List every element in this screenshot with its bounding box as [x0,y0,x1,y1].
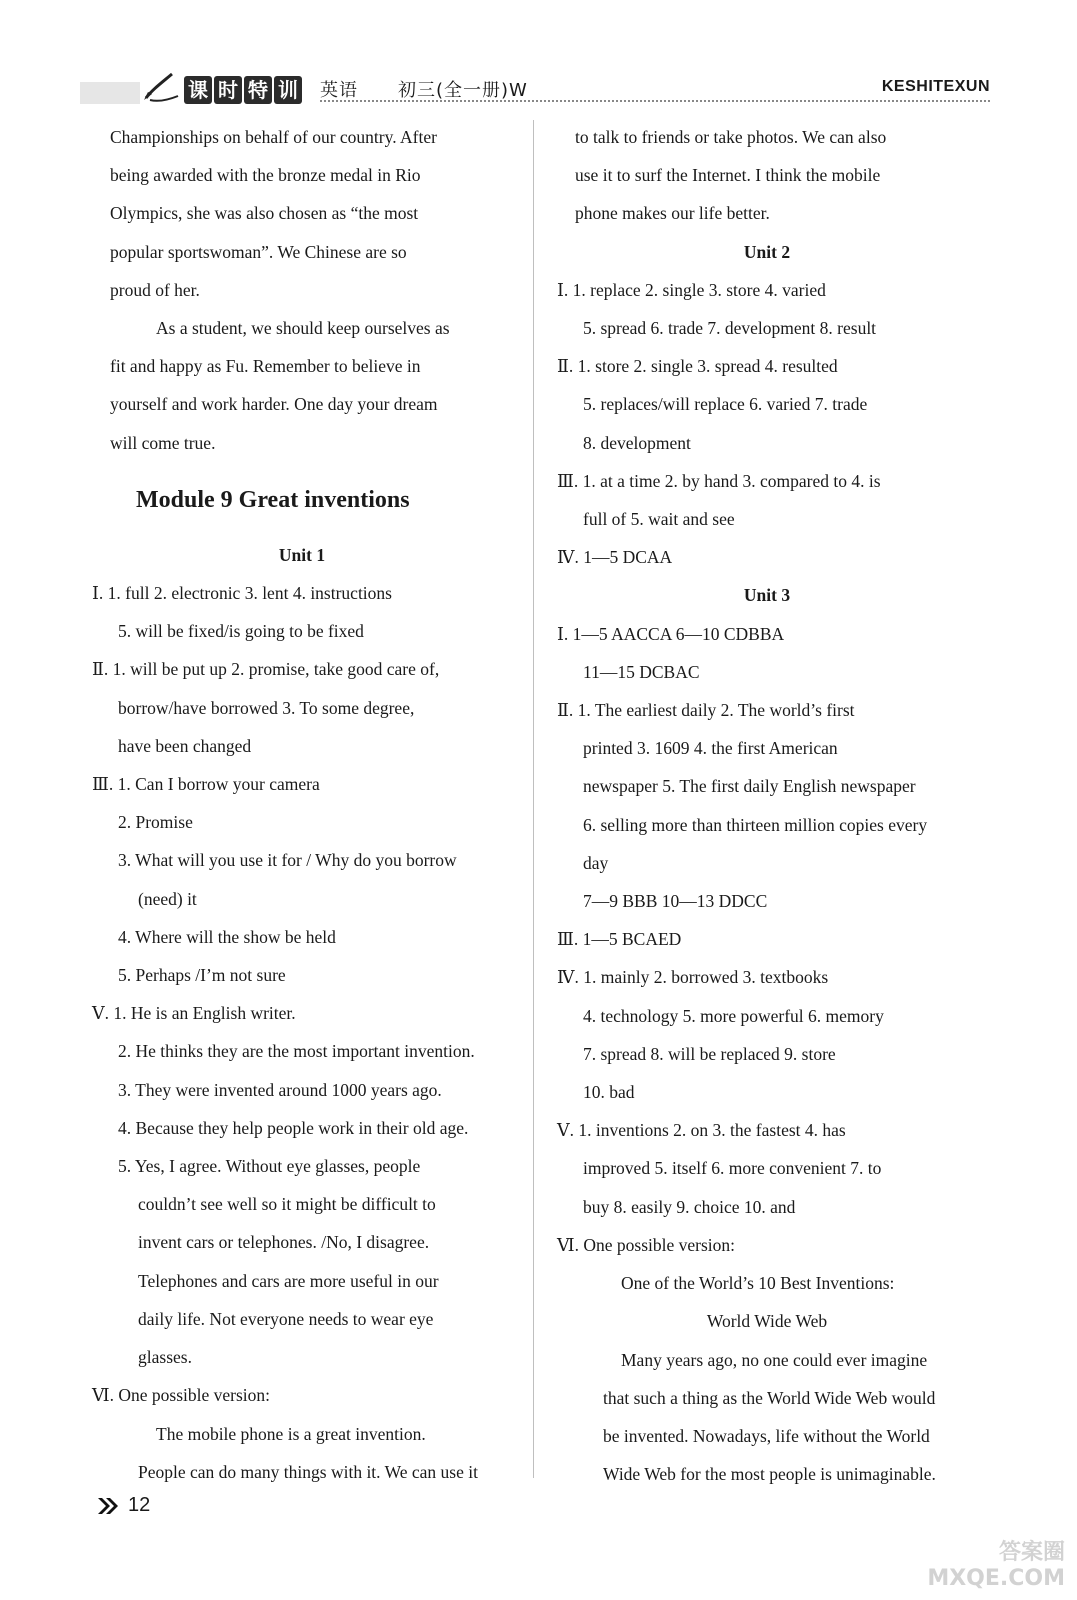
essay-line: Many years ago, no one could ever imagine [621,1349,928,1370]
site-watermark [927,1540,1065,1592]
answer-line: People can do many things with it. We can use it [138,1461,478,1482]
essay-line: that such a thing as the World Wide Web would [603,1387,936,1408]
page-header [80,68,990,108]
answer-line: 4. technology 5. more powerful 6. memory [583,1005,884,1026]
answer-line: invent cars or telephones. /No, I disagree. [138,1232,430,1253]
answer-line: printed 3. 1609 4. the first American [583,738,838,759]
answer-line: 5. Perhaps /I’m not sure [118,965,286,986]
answer-line: Ⅵ. One possible version: [557,1234,735,1255]
page-footer [96,1494,150,1517]
text-line: being awarded with the bronze medal in Rio [110,165,421,186]
answer-line: Ⅱ. 1. The earliest daily 2. The world’s first [557,700,855,721]
answer-line: borrow/have borrowed 3. To some degree, [118,697,415,718]
text-line: Championships on behalf of our country. After [110,127,437,147]
right-column [557,118,977,1493]
essay-line: be invented. Nowadays, life without the World [603,1425,930,1446]
text-line: will come true. [110,432,216,453]
text-line: As a student, we should keep ourselves as [156,318,450,339]
answer-line: 4. Because they help people work in their old age. [118,1117,469,1138]
text-line: popular sportswoman”. We Chinese are so [110,241,407,262]
essay-line: Wide Web for the most people is unimaginable. [603,1464,936,1485]
answer-line: Ⅳ. 1—5 DCAA [557,547,673,568]
header-brand-latin: KESHITEXUN [881,78,990,95]
answer-line: Ⅰ. 1—5 AACCA 6—10 CDBBA [557,623,785,644]
essay-title: World Wide Web [706,1311,828,1332]
answer-line: 7. spread 8. will be replaced 9. store [583,1043,836,1064]
double-chevron-icon [96,1496,120,1516]
answer-line: Ⅱ. 1. will be put up 2. promise, take good care of, [92,659,440,680]
answer-line: 3. They were invented around 1000 years ago. [118,1079,442,1100]
answer-line: 8. development [583,432,691,453]
answer-line: Ⅲ. 1—5 BCAED [557,929,682,950]
text-line: to talk to friends or take photos. We can also [575,127,887,147]
brand-char: 时 [214,76,242,104]
answer-line: Ⅲ. 1. Can I borrow your camera [92,774,320,795]
answer-line: Ⅴ. 1. inventions 2. on 3. the fastest 4. has [557,1120,846,1141]
essay-title: One of the World’s 10 Best Inventions: [621,1273,895,1294]
answer-line: 5. replaces/will replace 6. varied 7. trade [583,394,868,415]
answer-line: Telephones and cars are more useful in our [138,1270,439,1291]
left-column [92,118,512,1491]
watermark-line: 答案圈 [998,1540,1065,1565]
column-divider [533,120,534,1478]
text-line: Olympics, she was also chosen as “the most [110,203,419,224]
answer-line: 4. Where will the show be held [118,926,336,947]
text-line: proud of her. [110,279,200,300]
answer-line: 7—9 BBB 10—13 DDCC [583,891,768,912]
answer-line: day [583,852,609,873]
text-line: phone makes our life better. [575,203,770,224]
page-number: 12 [128,1494,151,1516]
module-title: Module 9 Great inventions [136,486,410,513]
header-dotted-rule [320,100,990,102]
brand-char: 课 [184,76,212,104]
answer-line: daily life. Not everyone needs to wear eye [138,1308,434,1329]
header-grade: 初三(全一册)W [398,80,528,101]
answer-line: Ⅴ. 1. He is an English writer. [92,1003,296,1024]
answer-line: The mobile phone is a great invention. [156,1423,426,1444]
answer-line: 2. He thinks they are the most important invention. [118,1041,475,1062]
answer-line: 11—15 DCBAC [583,661,700,682]
brand-logo [184,76,302,104]
header-bar [80,82,140,104]
answer-line: Ⅳ. 1. mainly 2. borrowed 3. textbooks [557,967,829,988]
text-line: yourself and work harder. One day your dream [110,394,438,415]
unit-heading: Unit 3 [743,585,791,606]
answer-line: have been changed [118,735,252,756]
watermark-line: MXQE.COM [927,1566,1065,1591]
pen-logo-icon [142,70,182,104]
unit-heading: Unit 1 [278,544,326,565]
brand-char: 特 [244,76,272,104]
answer-line: Ⅵ. One possible version: [92,1385,270,1406]
answer-line: 5. spread 6. trade 7. development 8. result [583,318,877,339]
answer-line: 5. will be fixed/is going to be fixed [118,621,364,642]
answer-line: newspaper 5. The first daily English newspaper [583,776,916,797]
answer-line: glasses. [138,1347,192,1368]
answer-line: 3. What will you use it for / Why do you borrow [118,850,457,871]
answer-line: couldn’t see well so it might be difficult to [138,1194,436,1215]
answer-line: improved 5. itself 6. more convenient 7. to [583,1158,882,1179]
answer-line: (need) it [138,888,197,909]
answer-line: buy 8. easily 9. choice 10. and [583,1196,796,1217]
answer-line: 2. Promise [118,812,193,833]
answer-line: Ⅰ. 1. full 2. electronic 3. lent 4. instructions [92,583,392,604]
answer-line: 5. Yes, I agree. Without eye glasses, people [118,1156,421,1177]
text-line: use it to surf the Internet. I think the mobile [575,165,881,186]
unit-heading: Unit 2 [743,241,791,262]
answer-line: Ⅱ. 1. store 2. single 3. spread 4. resulted [557,356,838,377]
answer-line: Ⅲ. 1. at a time 2. by hand 3. compared to 4. is [557,470,881,491]
answer-line: 6. selling more than thirteen million copies every [583,814,928,835]
text-line: fit and happy as Fu. Remember to believe in [110,356,421,377]
answer-line: full of 5. wait and see [583,509,735,530]
brand-char: 训 [274,76,302,104]
header-subject: 英语 [320,80,358,101]
answer-line: Ⅰ. 1. replace 2. single 3. store 4. varied [557,279,826,300]
answer-line: 10. bad [583,1082,635,1103]
